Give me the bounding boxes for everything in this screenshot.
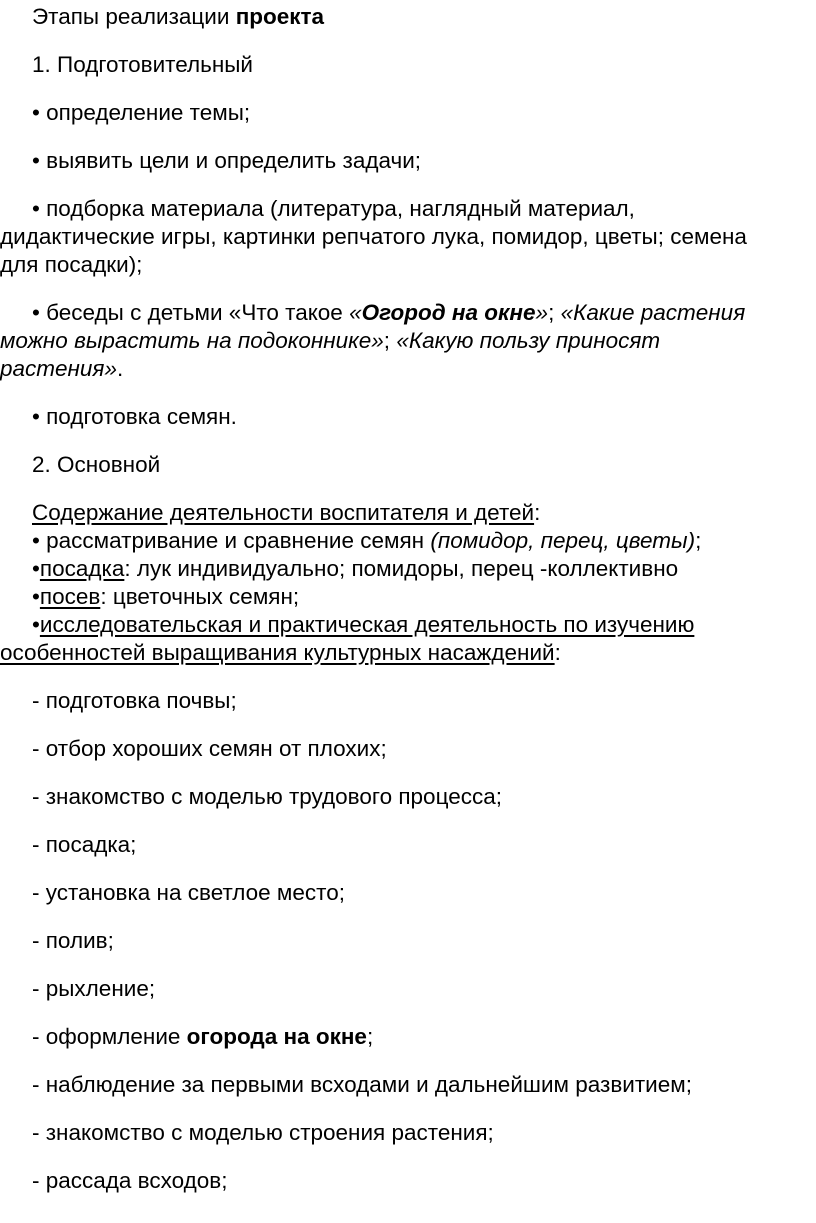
- content-heading-line: [0, 499, 816, 527]
- research-label-b: особенностей выращивания культурных насаждений: [0, 640, 555, 665]
- bullet: •: [32, 612, 40, 637]
- talks-italic-2a: «Какую пользу приносят: [396, 328, 661, 353]
- research-end: :: [554, 640, 561, 665]
- research-line-1: [0, 611, 816, 639]
- design-end: ;: [366, 1024, 374, 1049]
- bullet: •: [32, 556, 40, 581]
- step-item: - установка на светлое место;: [32, 880, 345, 905]
- step-item: - подготовка почвы;: [32, 688, 237, 713]
- compare-end: ;: [695, 528, 702, 553]
- compare-prefix: • рассматривание и сравнение семян: [32, 528, 431, 553]
- talks-line-1: [0, 299, 816, 327]
- step-item: - посадка;: [32, 832, 137, 857]
- bullet: •: [32, 584, 40, 609]
- step-item: - отбор хороших семян от плохих;: [32, 736, 387, 761]
- stage1-title: 1. Подготовительный: [32, 52, 253, 77]
- list-item: • выявить цели и определить задачи;: [32, 148, 422, 173]
- talks-line-2: [0, 327, 816, 355]
- step-item: - наблюдение за первыми всходами и дальнейшим развитием;: [32, 1072, 692, 1097]
- talks-quote-close: »: [535, 300, 549, 325]
- talks-italic-1b: можно вырастить на подоконнике»: [0, 328, 384, 353]
- talks-end: .: [116, 356, 124, 381]
- planting-rest: : лук индивидуально; помидоры, перец -коллективно: [124, 556, 679, 581]
- talks-sep-2: ;: [383, 328, 397, 353]
- compare-italic: (помидор, перец, цветы): [430, 528, 696, 553]
- step-item: - рыхление;: [32, 976, 156, 1001]
- materials-line-2: дидактические игры, картинки репчатого лука, помидор, цветы; семена: [0, 224, 747, 249]
- talks-italic-2b: растения»: [0, 356, 117, 381]
- sowing-rest: : цветочных семян;: [100, 584, 300, 609]
- heading-line: [0, 3, 816, 31]
- sowing-label: посев: [39, 584, 101, 609]
- list-item: • подготовка семян.: [32, 404, 237, 429]
- heading-bold: проекта: [235, 4, 325, 29]
- planting-label: посадка: [39, 556, 125, 581]
- sowing-line: [0, 583, 816, 611]
- planting-line: [0, 555, 816, 583]
- materials-line-3: для посадки);: [0, 252, 143, 277]
- stage2-title: 2. Основной: [32, 452, 161, 477]
- step-item: - полив;: [32, 928, 114, 953]
- materials-line-1: • подборка материала (литература, наглядный материал,: [32, 196, 635, 221]
- compare-line: [0, 527, 816, 555]
- content-colon: :: [534, 500, 541, 525]
- talks-line-3: [0, 355, 816, 383]
- step-item: - знакомство с моделью трудового процесса;: [32, 784, 502, 809]
- design-bold: огорода на окне: [186, 1024, 367, 1049]
- research-line-2: [0, 639, 816, 667]
- step-item: - рассада всходов;: [32, 1168, 228, 1193]
- talks-quote-open: «: [349, 300, 362, 325]
- talks-title: Огород на окне: [361, 300, 536, 325]
- talks-italic-1a: «Какие растения: [560, 300, 746, 325]
- content-heading: Содержание деятельности воспитателя и детей: [32, 500, 535, 525]
- heading-text: Этапы реализации: [32, 4, 236, 29]
- design-prefix: - оформление: [32, 1024, 187, 1049]
- talks-prefix: • беседы с детьми «Что такое: [32, 300, 350, 325]
- design-step: [0, 1023, 816, 1051]
- research-label-a: исследовательская и практическая деятельность по изучению: [39, 612, 695, 637]
- step-item: - знакомство с моделью строения растения;: [32, 1120, 494, 1145]
- list-item: • определение темы;: [32, 100, 251, 125]
- talks-sep-1: ;: [548, 300, 561, 325]
